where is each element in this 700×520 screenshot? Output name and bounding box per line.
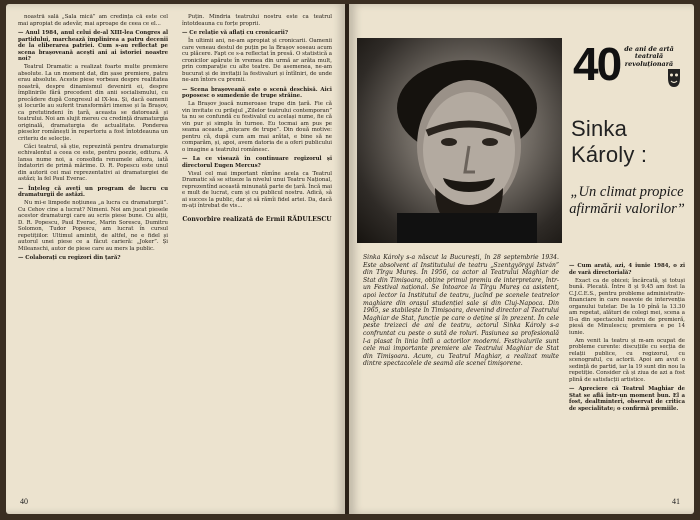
- anniversary-badge: [567, 38, 685, 96]
- interview-paragraph: În ultimii ani, ne-am apropiat și cronicarii. Oamenii care veneau destul de puțin pe la Brașov soseau acum cu plăcere. Fapt ce s-a reflectat în presă. O statistică a cronicilor apărute în vremea din urmă ar arăta mult, prin comparație cu alte teatre. De asemenea, ne-am bucurat și de invitații la festivaluri și întîlniri, de unde ne-am întors cu premii.: [182, 38, 332, 83]
- interview-question: — Colaborați cu regizori din țară?: [18, 255, 168, 262]
- interview-question: — Ce relație vă aflați cu cronicarii?: [182, 30, 332, 37]
- portrait-illustration: [357, 38, 562, 243]
- left-page: [6, 4, 346, 514]
- interview-paragraph: La Brașov joacă numeroase trupe din țară. Fie că vin invitate cu prilejul „Zilelor teatrului contemporan” ta nu se confundă cu festivalul cu același nume, fie că vin pur și simplu în turnee. Eu tocmai am pus pe seama aceasta „mișcare de trupe”. Din două motive: pentru că, după cum am mai arătat, e bine să ne comparăm, și, apoi, avem datoria de a oferi publicului o imagine a teatrului românesc.: [182, 101, 332, 153]
- interviewee-name: Sinka Károly :: [571, 116, 648, 167]
- right-column: [569, 260, 685, 494]
- interview-question: — Scena brașoveană este o scenă deschisă. Aici poposesc o sumedenie de trupe străine.: [182, 87, 332, 100]
- magazine-spread: [6, 4, 694, 514]
- anniversary-number: 40: [573, 38, 621, 90]
- interview-paragraph: Exact ca de obicei; încărcată, și totuși bună. Plecată. Între 8 și 9.45 am fost la C.J.C.E.S., pentru probleme administrativ-financiare în care neavoie de intervenția organului tutelar. De la 10 pînă la 13.30 am repetat, alături de colegi mei, scena a II-a din spectacolul nostru de premieră, piesă de Minulescu; premiera e pe 14 iunie.: [569, 277, 685, 336]
- interview-credit: Convorbire realizată de Ermil RĂDULESCU: [182, 215, 332, 223]
- interview-paragraph: Am venit la teatru și m-am ocupat de probleme curente: discuțiile cu secția de relații publice, cu regizorul, cu scenograful, cu actorii. Apoi am avut o sedință de partid, iar la 19 sunt din nou la repetiție. Consider că și ziua de azi a fost plină de satisfacții artistice.: [569, 337, 685, 383]
- right-page: [349, 4, 694, 514]
- headline-quote: „Un climat propice afirmării valorilor”: [569, 184, 685, 217]
- anniversary-tagline: de ani de artă teatrală revoluționară: [624, 45, 674, 68]
- portrait-photo: [357, 38, 562, 243]
- theatre-mask-icon: [667, 68, 681, 88]
- page-number-left: 40: [20, 497, 28, 506]
- interview-question: — Apreciere că Teatrul Maghiar de Stat se află într-un moment bun. El a fost, dealtminteri, observat de critica de specialitate; o confirmă premiile.: [569, 386, 685, 412]
- interview-question: — Anul 1984, anul celui de-al XIII-lea Congres al partidului, marchează împlinirea a patru decenii de la eliberarea patriei. Cum s-au reflectat pe scena brașoveană acești ani ai istoriei noastre noi?: [18, 30, 168, 63]
- interview-paragraph: Teatrul Dramatic a realizat foarte multe premiere absolute. La un moment dat, din șase premiere, patru erau absolute. Aceste piese vorbeau despre realitatea noastră, despre dinamismul devenirii ei, despre împlinirile fără precedent din anii socialismului, cu precădere după Congresul al IX-lea. Și, dacă oamenii și locurile au suferit transformări imense și la Brașov, ca pretutindeni în țară, aceasta se datorează și teatrului. Noi am slujit mereu cu credință dramaturgia originală, dramaturgia de actualitate. Ponderea pieselor românești în repertoriu a fost întotdeauna un criteriu de selecție.: [18, 64, 168, 142]
- interview-paragraph: Visul cel mai important rămîne acela ca Teatrul Dramatic să se situeze la nivelul unui Teatru Național, reprezentînd această minunată parte de țară. Încă mai e mult de lucrat, cum și cu publicul nostru. Adică, să ai succes la public, dar și să rămîi fidel artei. Da, dacă m-ați întrebat de vis...: [182, 170, 332, 209]
- left-column-2: [182, 14, 332, 492]
- interview-paragraph: Nu mi-e limpede noțiunea „a lucra cu dramaturgii”. Cu Cehov cine a lucrat? Nimeni. Noi am jucat piesele acestor dramaturgi care au scris piese bune. Cu alții, D. R. Popescu, Paul Everac, Marin Sorescu, Dumitru Solomon, Tudor Popescu, am lucrat în cursul repetițiilor. Ultimul amintit, de altfel, ne e fidel și autorul unei piese ce a făcut carieră: „Joker”. Și Mileanschi, autor de piese care au mers la public.: [18, 200, 168, 252]
- interview-question: — Înțeleg că aveți un program de lucru cu dramaturgii de astăzi.: [18, 186, 168, 199]
- intro-paragraph: Sinka Károly s-a născut la București, în 28 septembrie 1934. Este absolvent al Institutului de teatru „Szentgyörgyi István” din Tîrgu Mureș. În 1956, ca actor al Teatrului Maghiar de Stat din Timișoara, obține primul premiu de interpretare, într-un Festival național. Se întoarce la Tîrgu Mureș ca asistent, apoi lector la Institutul de teatru, jucînd pe scenele teatrelor maghiare din orașul studenției sale și din Cluj-Napoca. Din 1965, se stabilește în Timișoara, devenind director al Teatrului Maghiar de Stat, funcție pe care o deține și în prezent. În cele peste treizeci de ani de teatru, actorul Sinka Károly s-a confruntat cu peste o sută de roluri. Pasiunea sa profesională l-a plasat în linia întîi a actorilor moderni. Festivalurile sunt cele mai importante premiere ale Teatrului Maghiar de Stat din Timișoara. Acum, cu Teatrul Maghiar, a realizat multe dintre spectacolele de seamă ale scenei timișorene.: [363, 254, 559, 368]
- interview-paragraph: noastră sală „Sala mică” am credința că este cel mai apropiat de adevăr, mai aproape de ceea ce el...: [18, 14, 168, 27]
- interview-paragraph: Puțin. Mîndria teatrului nostru este ca teatrul întotdeauna cu forțe proprii.: [182, 14, 332, 27]
- page-number-right: 41: [672, 497, 680, 506]
- interview-question: — La ce visează în continuare regizorul și directorul Eugen Mercus?: [182, 156, 332, 169]
- interview-paragraph: Căci teatrul, să știe, reprezintă pentru dramaturgie echivalentul a ceea ce este, pentru poezie, editura. A lansa nume noi, a consolida renumele altora, iată îndatoriri de primă mărime. D. R. Popescu este unul din autorii cei mai reprezentativi ai dramaturgiei de astăzi; la fel Paul Everac.: [18, 143, 168, 182]
- interview-question: — Cum arată, azi, 4 iunie 1984, o zi de vară directorială?: [569, 263, 685, 276]
- left-column-1: [18, 14, 168, 492]
